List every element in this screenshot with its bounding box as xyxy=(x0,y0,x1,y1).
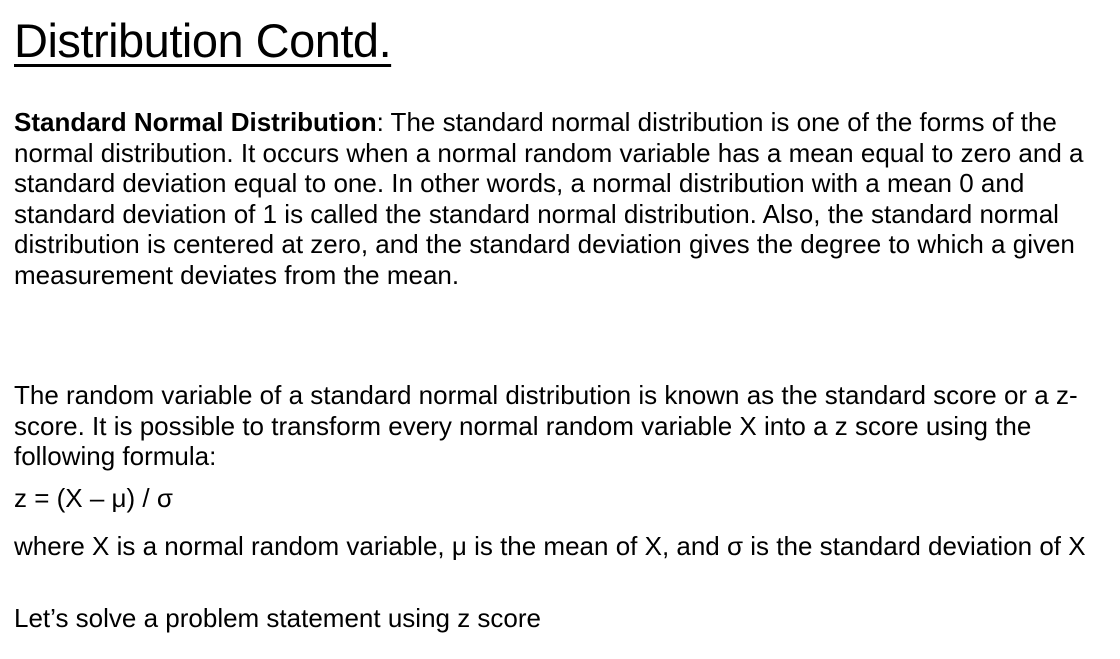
slide-title: Distribution Contd. xyxy=(14,14,392,67)
formula: z = (X – μ) / σ xyxy=(14,483,173,513)
definition-paragraph xyxy=(14,107,1104,290)
definition-text: : The standard normal distribution is one of the forms of the normal distribution. It occurs when a normal random variable has a mean equal to zero and a standard deviation equal to one. In other words, a normal distribution with a mean 0 and standard deviation of 1 is called the standard normal distribution. Also, the standard normal distribution is centered at zero, and the standard deviation gives the degree to which a given measurement deviates from the mean. xyxy=(14,107,1084,290)
formula-explanation: where X is a normal random variable, μ is the mean of X, and σ is the standard deviation of X xyxy=(14,531,1086,561)
definition-term: Standard Normal Distribution xyxy=(14,107,377,137)
z-score-paragraph: The random variable of a standard normal distribution is known as the standard score or a z-score. It is possible to transform every normal random variable X into a z score using the following formula: xyxy=(14,380,1078,471)
closing-line: Let’s solve a problem statement using z score xyxy=(14,603,542,633)
